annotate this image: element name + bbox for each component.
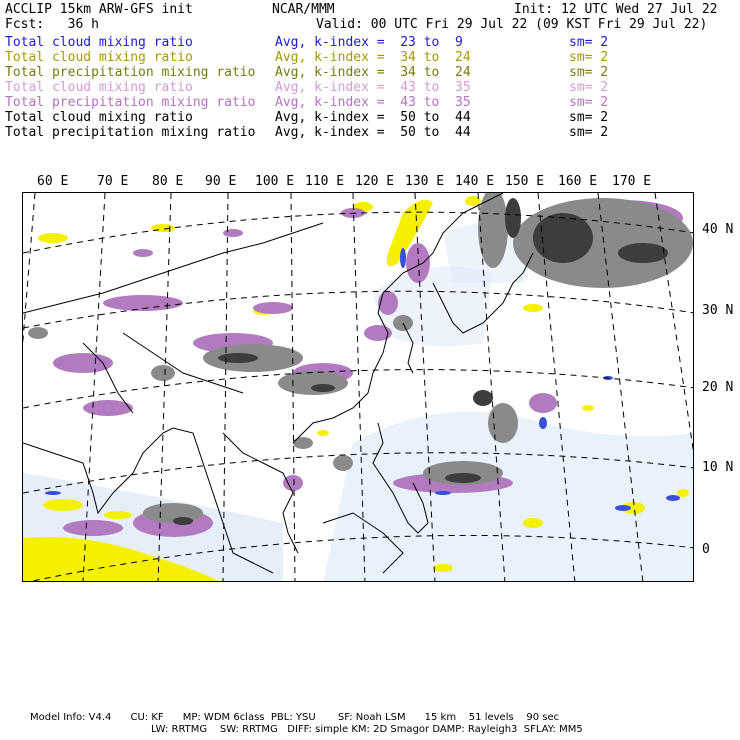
legend-avg-range: Avg, k-index = 50 to 44	[275, 125, 471, 140]
valid-time: Valid: 00 UTC Fri 29 Jul 22 (09 KST Fri 29 Jul 22)	[316, 17, 708, 32]
legend-smoothing: sm= 2	[569, 95, 609, 110]
longitude-label: 60 E	[37, 174, 69, 189]
legend-row	[5, 80, 735, 95]
legend-row	[5, 110, 735, 125]
legend-field-name: Total cloud mixing ratio	[5, 35, 193, 50]
longitude-label: 120 E	[355, 174, 395, 189]
legend-row	[5, 65, 735, 80]
latitude-label: 30 N	[702, 303, 734, 318]
longitude-label: 80 E	[152, 174, 184, 189]
longitude-label: 110 E	[305, 174, 345, 189]
longitude-label: 140 E	[455, 174, 495, 189]
legend-field-name: Total precipitation mixing ratio	[5, 95, 256, 110]
legend-avg-range: Avg, k-index = 34 to 24	[275, 50, 471, 65]
latitude-label: 20 N	[702, 380, 734, 395]
legend-field-name: Total precipitation mixing ratio	[5, 65, 256, 80]
legend-row	[5, 125, 735, 140]
legend-row	[5, 35, 735, 50]
legend-field-name: Total cloud mixing ratio	[5, 80, 193, 95]
legend-field-name: Total cloud mixing ratio	[5, 110, 193, 125]
latitude-label: 0	[702, 542, 710, 557]
legend-smoothing: sm= 2	[569, 110, 609, 125]
init-time: Init: 12 UTC Wed 27 Jul 22	[514, 2, 718, 17]
model-title: ACCLIP 15km ARW-GFS init	[5, 2, 193, 17]
legend-smoothing: sm= 2	[569, 65, 609, 80]
longitude-label: 150 E	[505, 174, 545, 189]
legend-smoothing: sm= 2	[569, 125, 609, 140]
legend-field-name: Total cloud mixing ratio	[5, 50, 193, 65]
map-panel	[22, 192, 694, 582]
longitude-label: 90 E	[205, 174, 237, 189]
legend-smoothing: sm= 2	[569, 35, 609, 50]
longitude-label: 160 E	[558, 174, 598, 189]
latitude-label: 10 N	[702, 460, 734, 475]
latitude-label: 40 N	[702, 222, 734, 237]
legend-smoothing: sm= 2	[569, 50, 609, 65]
legend-avg-range: Avg, k-index = 43 to 35	[275, 80, 471, 95]
legend-avg-range: Avg, k-index = 43 to 35	[275, 95, 471, 110]
legend-row	[5, 50, 735, 65]
longitude-label: 100 E	[255, 174, 295, 189]
legend-field-name: Total precipitation mixing ratio	[5, 125, 256, 140]
legend-avg-range: Avg, k-index = 50 to 44	[275, 110, 471, 125]
footer-model-info: Model Info: V4.4 CU: KF MP: WDM 6class PBL: YSU SF: Noah LSM 15 km 51 levels 90 sec	[30, 712, 560, 723]
legend-avg-range: Avg, k-index = 23 to 9	[275, 35, 463, 50]
legend-row	[5, 95, 735, 110]
longitude-label: 170 E	[612, 174, 652, 189]
legend-avg-range: Avg, k-index = 34 to 24	[275, 65, 471, 80]
org-label: NCAR/MMM	[272, 2, 335, 17]
map-svg	[23, 193, 694, 582]
footer-physics-info: LW: RRTMG SW: RRTMG DIFF: simple KM: 2D Smagor DAMP: Rayleigh3 SFLAY: MM5	[151, 724, 583, 735]
longitude-label: 70 E	[97, 174, 129, 189]
longitude-label: 130 E	[405, 174, 445, 189]
forecast-hour: Fcst: 36 h	[5, 17, 99, 32]
legend-smoothing: sm= 2	[569, 80, 609, 95]
